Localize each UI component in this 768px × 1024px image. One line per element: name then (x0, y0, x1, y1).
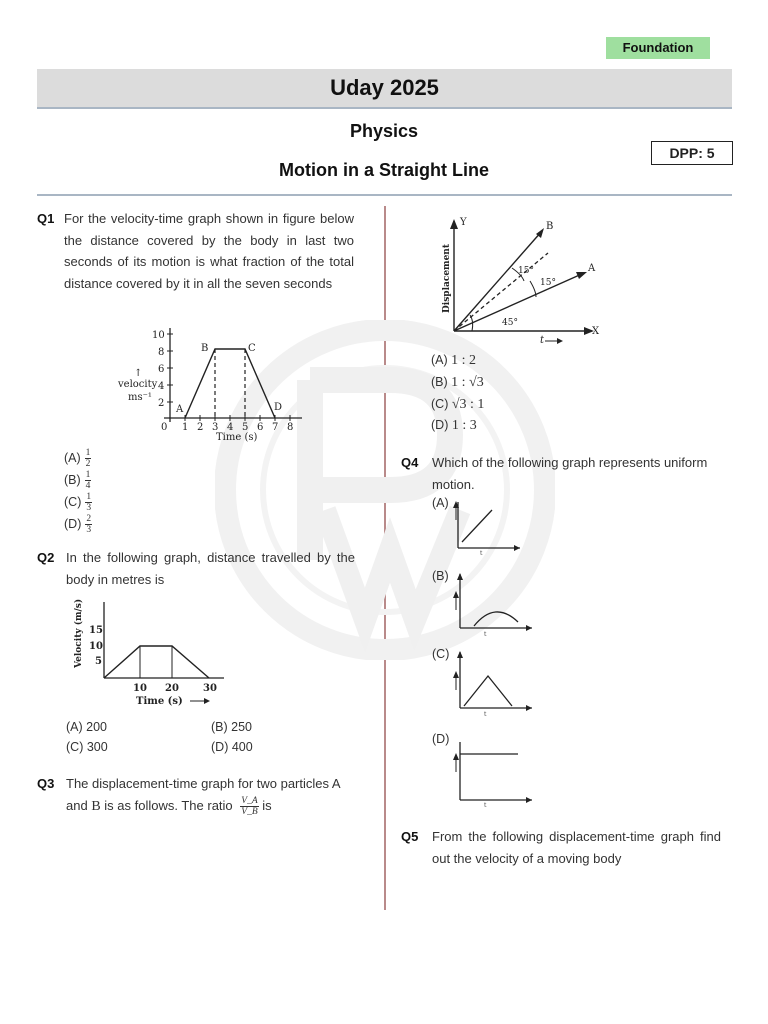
q1-option-d[interactable]: (D) $\frac{2}{3}$ (64, 514, 92, 535)
q3-angle-label: 15° (540, 278, 556, 288)
q4-option-b[interactable]: (B) (432, 569, 449, 583)
q4-axis-label: t (484, 711, 487, 718)
q2-ytick: 15 (89, 625, 103, 636)
q2-option-d[interactable]: (D) 400 (211, 740, 253, 754)
q1-ytick: 2 (158, 398, 165, 409)
q4-axis-label: t (480, 550, 483, 557)
q3-y-axis-label: Y (460, 217, 467, 228)
q2-xtick: 20 (165, 683, 179, 694)
q4-axis-label: t (484, 631, 487, 638)
q4-number: Q4 (401, 455, 419, 470)
q4-graph-d (450, 738, 535, 808)
q2-ylabel: Velocity (m/s) (74, 598, 84, 668)
q1-xtick: 7 (272, 422, 279, 433)
header-divider (37, 194, 732, 196)
q1-option-c[interactable]: (C) $\frac{1}{3}$ (64, 492, 92, 513)
foundation-badge: Foundation (606, 37, 710, 59)
q4-text: Which of the following graph represents uniform motion. (432, 455, 708, 492)
q3-option-b[interactable]: (B) 1 : √3 (431, 375, 484, 390)
q4-graph-a (450, 496, 525, 560)
q2-text: In the following graph, distance travelled by the body in metres is (66, 550, 355, 587)
q3-number: Q3 (37, 776, 55, 791)
q1-xtick: 1 (182, 422, 189, 433)
q1-point-label: A (176, 404, 184, 415)
q3-option-c[interactable]: (C) √3 : 1 (431, 397, 485, 412)
q3-option-d[interactable]: (D) 1 : 3 (431, 418, 477, 433)
q2-ytick: 10 (89, 641, 103, 652)
q4-option-c[interactable]: (C) (432, 647, 450, 661)
q3-option-a[interactable]: (A) 1 : 2 (431, 353, 477, 368)
q2-velocity-time-graph (72, 598, 232, 708)
q1-ylabel-arrow: ↑ (134, 368, 143, 379)
q1-option-b[interactable]: (B) $\frac{1}{4}$ (64, 470, 91, 491)
q5-text: From the following displacement-time graph find out the velocity of a moving body (432, 829, 721, 866)
q3-angle-label: 15° (518, 266, 534, 276)
q1-ytick: 6 (158, 364, 165, 375)
q1-xtick: 4 (227, 422, 234, 433)
subject-heading: Physics (349, 121, 419, 141)
q1-ytick: 8 (158, 347, 165, 358)
q1-ytick: 4 (158, 381, 165, 392)
q1-xtick: 0 (161, 422, 168, 433)
q3-ylabel: Displacement (442, 244, 452, 313)
q4-option-a[interactable]: (A) (432, 496, 449, 510)
q1-velocity-time-graph (112, 320, 308, 444)
q3-line-a-label: A (588, 263, 596, 274)
q1-ylabel-unit: ms⁻¹ (128, 392, 152, 403)
q3-displacement-time-graph (432, 213, 612, 348)
q2-option-b[interactable]: (B) 250 (211, 720, 252, 734)
q2-xtick: 10 (133, 683, 147, 694)
q1-point-label: B (201, 343, 209, 354)
q3-xlabel: t (540, 335, 545, 346)
q2-option-a[interactable]: (A) 200 (66, 720, 107, 734)
q2-number: Q2 (37, 550, 55, 565)
page-title: Uday 2025 (37, 69, 732, 109)
q1-number: Q1 (37, 211, 55, 226)
q1-xlabel: Time (s) (216, 432, 258, 443)
q1-ylabel: velocity (118, 379, 158, 390)
q1-text: For the velocity-time graph shown in figure below the distance covered by the body in last two seconds of its motion is what fraction of the total distance covered by it in all the seven seconds (64, 211, 354, 291)
q2-xlabel: Time (s) (136, 696, 183, 707)
q2-xtick: 30 (203, 683, 217, 694)
q1-ytick: 10 (152, 330, 165, 341)
q3-x-axis-label: X (592, 326, 600, 337)
q1-point-label: D (274, 402, 283, 413)
dpp-label: DPP: 5 (651, 141, 733, 165)
q1-xtick: 2 (197, 422, 204, 433)
q1-point-label: C (248, 343, 256, 354)
q1-xtick: 8 (287, 422, 294, 433)
q1-option-a[interactable]: (A) $\frac{1}{2}$ (64, 448, 91, 469)
q3-line-b-label: B (546, 221, 554, 232)
q4-option-d[interactable]: (D) (432, 732, 450, 746)
q2-option-c[interactable]: (C) 300 (66, 740, 108, 754)
q3-text: The displacement-time graph for two particles A and B is as follows. The ratio $\frac{V\_A}{V\_B}$ is (66, 776, 340, 817)
q5-number: Q5 (401, 829, 419, 844)
q1-xtick: 3 (212, 422, 219, 433)
q1-xtick: 5 (242, 422, 249, 433)
chapter-heading: Motion in a Straight Line (279, 160, 489, 180)
q4-graph-c (450, 648, 535, 718)
q1-xtick: 6 (257, 422, 264, 433)
q4-axis-label: t (484, 802, 487, 808)
q3-angle-label: 45° (502, 318, 518, 328)
q4-graph-b (450, 570, 535, 638)
q2-ytick: 5 (95, 656, 102, 667)
